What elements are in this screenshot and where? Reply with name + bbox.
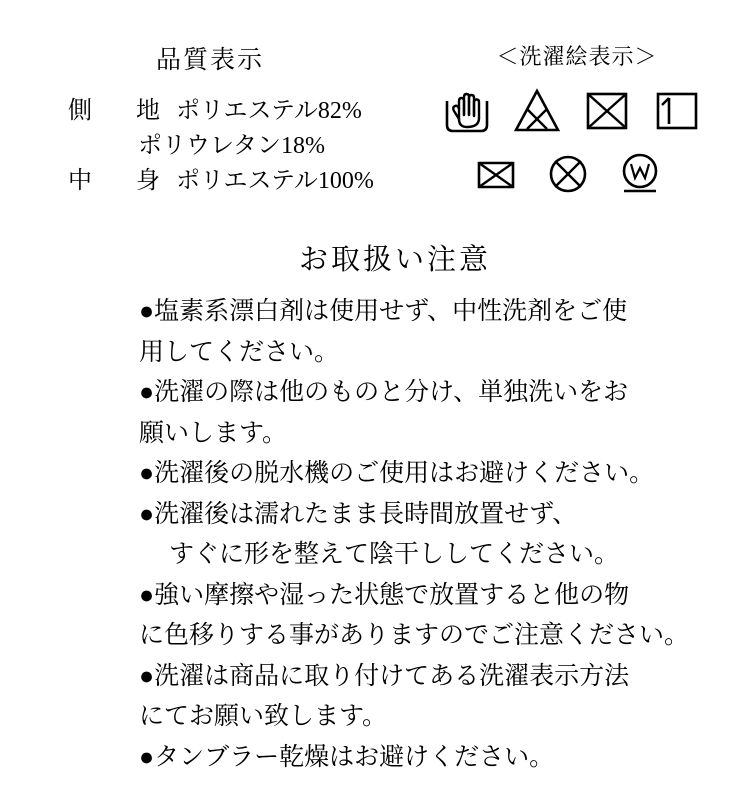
no-bleach-icon xyxy=(511,85,563,137)
spec-label: 側 地 xyxy=(68,98,170,124)
no-iron-icon xyxy=(581,85,633,137)
spec-label: 中 身 xyxy=(68,167,170,194)
note-line: にてお願い致します。 xyxy=(139,703,388,730)
wet-clean-icon xyxy=(614,147,666,199)
note-line: ●洗濯は商品に取り付けてある洗濯表示方法 xyxy=(139,662,630,690)
spec-row xyxy=(10,129,400,164)
note-line: すぐに形を整えて陰干ししてください。 xyxy=(169,541,620,568)
quality-block xyxy=(0,40,400,209)
note-line: に色移りする事がありますのでご注意ください。 xyxy=(139,622,690,649)
note-line: 願いします。 xyxy=(139,419,288,447)
care-symbol-row-2 xyxy=(400,147,744,199)
notes-list xyxy=(0,292,750,778)
hand-wash-icon xyxy=(441,85,493,137)
note-line: ●洗濯の際は他のものと分け、単独洗いをお xyxy=(139,379,629,406)
note-line: ●塩素系漂白剤は使用せず、中性洗剤をご使 xyxy=(139,298,628,325)
spec-value: ポリエステル82% xyxy=(176,98,362,124)
notes-title: お取扱い注意 xyxy=(298,244,491,276)
care-symbols-title: ＜洗濯絵表示＞ xyxy=(496,44,658,69)
note-line: ●タンブラー乾燥はお避けください。 xyxy=(139,743,555,771)
spec-row xyxy=(10,164,400,199)
no-dry-clean-icon xyxy=(470,147,522,199)
note-line: ●洗濯後は濡れたまま長時間放置せず、 xyxy=(139,500,578,528)
note-line: 用してください。 xyxy=(139,338,340,366)
care-symbol-row-1 xyxy=(400,85,744,137)
top-section xyxy=(0,0,750,209)
spec-value: ポリエステル100% xyxy=(176,167,374,194)
spec-value: ポリウレタン18% xyxy=(138,132,326,159)
spec-row xyxy=(10,94,400,129)
drip-dry-flat-icon xyxy=(651,85,703,137)
note-line: ●強い摩擦や湿った状態で放置すると他の物 xyxy=(139,581,630,609)
care-symbols-block xyxy=(400,40,750,209)
quality-title: 品質表示 xyxy=(155,47,264,74)
no-wringing-icon xyxy=(542,147,594,199)
note-line: ●洗濯後の脱水機のご使用はお避けください。 xyxy=(139,460,655,487)
